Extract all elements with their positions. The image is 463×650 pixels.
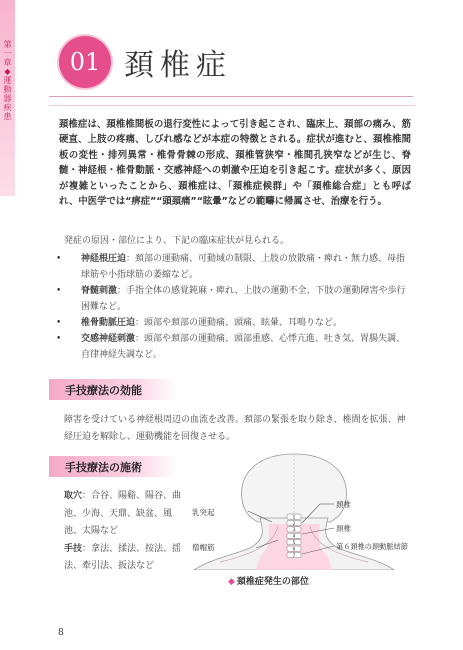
section-heading-effects [49,379,177,400]
vertebra-number: 6 [292,547,296,553]
section-heading-label: 手技療法の効能 [65,384,142,397]
label-ganglion: 第６頚椎の頚動脈結節 [336,542,408,551]
acupoints-text: ：合谷、陽谿、陽谷、曲池、少海、天鼎、缺盆、風池、太陽など [64,491,182,536]
symptoms-section [64,233,414,363]
techniques-line [64,541,184,576]
list-item [64,251,414,283]
side-char: 章 [3,58,12,67]
vertebra-number: 5 [292,541,296,546]
list-item [64,331,414,363]
techniques-text: ：拿法、揉法、按法、揺法、牽引法、扳法など [64,543,182,571]
symptoms-lead: 発症の原因・部位により、下記の臨床症状が見られる。 [64,236,290,246]
section-heading-label: 手技療法の施術 [65,461,142,474]
side-char: 動 [3,85,12,94]
symptom-text: ：頭部や頚部の運動痛、頭痛、眩暈、耳鳴りなど。 [135,318,343,328]
chapter-side-tab [0,0,15,196]
side-char: 患 [3,112,12,121]
list-item [64,315,414,331]
vertebra-number: 1 [292,515,296,521]
intro-paragraph: 頚椎症は、頚椎椎間板の退行変性によって引き起こされ、臨床上、頚部の痛み、筋硬直、上肢の疼痛、しびれ感などが本症の特徴とされる。症状が進むと、頚椎椎間板の変性・排列異常・椎骨骨棘の形成、頚椎管狭窄・椎間孔狭窄などが生じ、脊髄・神経根・椎骨動脈・交感神経への刺激や圧迫を引き起こす。症状が多く、原因が複雑といったことから、頚椎症は、「頚椎症候群」や「頚椎総合症」とも呼ばれ、中医学では“痹症”“頭頚痛”“眩暈”などの範疇に帰属させ、治療を行う。 [59,119,411,208]
symptoms-list [64,251,414,363]
side-char: 第 [3,40,12,49]
side-char: 疾 [3,103,12,112]
acupoints-line [64,488,184,541]
chapter-side-label [2,40,13,121]
vertebra-number: 3 [292,528,296,534]
vertebra-number: 4 [292,534,296,540]
label-mastoid: 乳突起 [192,508,215,517]
symptom-text: ：手指全体の感覚鈍麻・痺れ、上肢の運動不全、下肢の運動障害や歩行困難など。 [81,286,406,312]
list-item [64,283,414,315]
chapter-number: 01 [69,48,101,76]
side-char: ◆ [4,67,11,76]
diamond-icon: ◆ [228,577,235,587]
section-heading-treatment [49,456,177,477]
vertebra-number: 7 [292,553,296,559]
side-char: 器 [3,94,12,103]
page-number: 8 [58,628,64,638]
label-cervical-2: 頚椎 [336,524,351,533]
side-char: 一 [3,49,12,58]
side-char: 運 [3,76,12,85]
page-title: 頚椎症 [124,48,232,83]
symptom-text: ：頭部や頚部の運動痛、頭部重感、心悸亢進、吐き気、胃腸失調、自律神経失調など。 [81,334,406,360]
symptom-text: ：頚部の運動痛、可動域の制限、上肢の放散痛・痺れ・無力感、母指球筋や小指球筋の萎縮など。 [81,254,406,280]
symptom-term: 神経根圧迫 [81,254,127,264]
chapter-number-badge [59,36,111,88]
vertebra-number: 2 [292,521,296,527]
symptom-term: 脊髄刺激 [81,286,118,296]
techniques-label: 手技 [64,543,83,554]
title-divider [49,96,413,97]
neck-anatomy-figure [190,452,414,570]
symptom-term: 交感神経刺激 [81,334,136,344]
label-cervical: 頚椎 [336,500,351,509]
figure-caption-text: 頚椎症発生の部位 [236,577,309,587]
treatment-details [64,488,184,576]
effects-paragraph: 障害を受けている神経根周辺の血流を改善。頚部の緊張を取り除き、椎間を拡張、神経圧迫を解除し、運動機能を回復させる。 [64,415,406,442]
symptom-term: 椎骨動脈圧迫 [81,318,136,328]
acupoints-label: 取穴 [64,491,83,501]
figure-caption [228,574,309,587]
label-trapezius: 僧帽筋 [192,543,215,552]
